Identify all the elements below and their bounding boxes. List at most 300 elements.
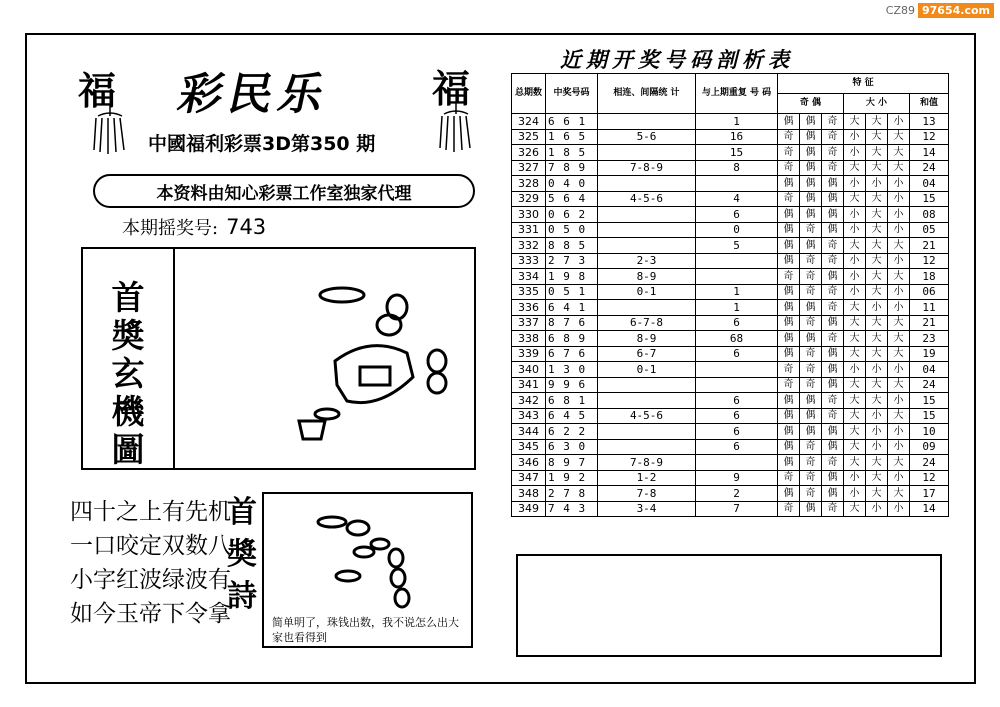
table-row	[512, 300, 949, 316]
cell-big-small: 小	[866, 439, 888, 455]
cell-sum: 12	[910, 470, 949, 486]
cell-issue: 347	[512, 470, 546, 486]
cell-sum: 06	[910, 284, 949, 300]
cell-big-small: 大	[844, 393, 866, 409]
cell-consecutive: 3-4	[598, 501, 696, 517]
cell-odd-even: 奇	[822, 393, 844, 409]
brand-title: 彩民乐	[173, 69, 335, 120]
cell-big-small: 小	[844, 253, 866, 269]
poem-panel	[262, 492, 473, 648]
cell-sum: 23	[910, 331, 949, 347]
cell-big-small: 大	[888, 160, 910, 176]
table-row	[512, 501, 949, 517]
table-row	[512, 176, 949, 192]
cell-repeat: 15	[696, 145, 778, 161]
table-row	[512, 377, 949, 393]
cell-odd-even: 偶	[800, 424, 822, 440]
table-row	[512, 207, 949, 223]
cell-consecutive	[598, 207, 696, 223]
poem-line: 小字红波绿波有	[70, 567, 231, 593]
cell-repeat: 8	[696, 160, 778, 176]
cell-number: 8 9 7	[546, 455, 598, 471]
cell-consecutive	[598, 114, 696, 130]
col-consecutive: 相连、间隔统 计	[598, 74, 696, 114]
cell-issue: 325	[512, 129, 546, 145]
tassel-left-icon	[88, 104, 132, 154]
cell-big-small: 大	[844, 424, 866, 440]
cell-odd-even: 奇	[822, 408, 844, 424]
cell-odd-even: 偶	[778, 207, 800, 223]
cell-odd-even: 奇	[778, 377, 800, 393]
cell-sum: 08	[910, 207, 949, 223]
cell-big-small: 大	[844, 331, 866, 347]
draw-label: 本期摇奖号:	[122, 218, 219, 239]
poem-line: 一口咬定双数八	[70, 533, 231, 559]
cell-big-small: 小	[844, 284, 866, 300]
cell-sum: 24	[910, 377, 949, 393]
table-row	[512, 269, 949, 285]
cell-issue: 336	[512, 300, 546, 316]
cell-big-small: 大	[888, 145, 910, 161]
table-row	[512, 129, 949, 145]
cell-odd-even: 偶	[778, 331, 800, 347]
cell-repeat: 1	[696, 300, 778, 316]
cell-big-small: 小	[844, 362, 866, 378]
cell-big-small: 小	[866, 501, 888, 517]
cell-issue: 326	[512, 145, 546, 161]
cell-issue: 342	[512, 393, 546, 409]
cell-number: 9 9 6	[546, 377, 598, 393]
cell-odd-even: 奇	[800, 439, 822, 455]
cell-consecutive: 0-1	[598, 362, 696, 378]
cell-big-small: 大	[866, 284, 888, 300]
table-row	[512, 331, 949, 347]
cell-number: 1 8 5	[546, 145, 598, 161]
cell-big-small: 大	[866, 222, 888, 238]
cell-consecutive	[598, 176, 696, 192]
cell-number: 5 6 4	[546, 191, 598, 207]
cell-big-small: 小	[866, 408, 888, 424]
cell-odd-even: 偶	[778, 408, 800, 424]
cell-issue: 339	[512, 346, 546, 362]
cell-issue: 331	[512, 222, 546, 238]
poem-title-char: 詩	[227, 579, 257, 614]
cell-sum: 17	[910, 486, 949, 502]
cell-odd-even: 偶	[778, 284, 800, 300]
cell-sum: 21	[910, 238, 949, 254]
cell-odd-even: 奇	[822, 129, 844, 145]
cell-big-small: 小	[888, 470, 910, 486]
cell-odd-even: 奇	[778, 470, 800, 486]
cell-consecutive: 4-5-6	[598, 191, 696, 207]
table-row	[512, 362, 949, 378]
cell-odd-even: 偶	[778, 253, 800, 269]
cell-odd-even: 奇	[800, 315, 822, 331]
table-row	[512, 160, 949, 176]
cell-big-small: 小	[888, 284, 910, 300]
cell-big-small: 大	[844, 346, 866, 362]
cell-sum: 12	[910, 253, 949, 269]
cell-repeat: 5	[696, 238, 778, 254]
cell-number: 8 7 6	[546, 315, 598, 331]
cell-issue: 341	[512, 377, 546, 393]
cell-odd-even: 奇	[800, 269, 822, 285]
cell-big-small: 小	[888, 191, 910, 207]
cell-number: 0 6 2	[546, 207, 598, 223]
cell-big-small: 大	[888, 486, 910, 502]
cell-big-small: 大	[866, 315, 888, 331]
cell-issue: 333	[512, 253, 546, 269]
cell-big-small: 小	[888, 253, 910, 269]
cell-number: 2 7 3	[546, 253, 598, 269]
cell-sum: 14	[910, 145, 949, 161]
cell-odd-even: 奇	[778, 362, 800, 378]
cell-sum: 04	[910, 176, 949, 192]
cell-repeat: 6	[696, 207, 778, 223]
cell-big-small: 大	[888, 238, 910, 254]
table-row	[512, 145, 949, 161]
cell-odd-even: 奇	[822, 145, 844, 161]
cell-big-small: 大	[866, 393, 888, 409]
cell-repeat: 6	[696, 393, 778, 409]
cell-repeat: 6	[696, 408, 778, 424]
cell-repeat	[696, 377, 778, 393]
cell-odd-even: 偶	[800, 501, 822, 517]
cell-odd-even: 奇	[778, 129, 800, 145]
cell-consecutive: 7-8-9	[598, 160, 696, 176]
cell-consecutive	[598, 393, 696, 409]
table-row	[512, 191, 949, 207]
cell-odd-even: 偶	[778, 238, 800, 254]
cell-odd-even: 偶	[822, 424, 844, 440]
cell-issue: 330	[512, 207, 546, 223]
cell-repeat: 6	[696, 439, 778, 455]
cell-big-small: 大	[866, 191, 888, 207]
cell-odd-even: 偶	[778, 346, 800, 362]
cell-number: 8 8 5	[546, 238, 598, 254]
draw-number-line	[122, 214, 266, 240]
cell-odd-even: 奇	[800, 222, 822, 238]
cell-big-small: 大	[844, 501, 866, 517]
cell-sum: 10	[910, 424, 949, 440]
cell-odd-even: 偶	[822, 439, 844, 455]
cell-sum: 15	[910, 408, 949, 424]
table-row	[512, 253, 949, 269]
cell-number: 0 4 0	[546, 176, 598, 192]
riddle-title-char: 圖	[111, 430, 145, 469]
cell-big-small: 大	[866, 114, 888, 130]
col-features: 特 征	[778, 74, 949, 94]
cell-big-small: 小	[866, 424, 888, 440]
table-row	[512, 315, 949, 331]
cell-odd-even: 奇	[800, 284, 822, 300]
col-issue: 总期数	[512, 74, 546, 114]
cell-odd-even: 偶	[800, 238, 822, 254]
cell-big-small: 小	[844, 470, 866, 486]
riddle-title	[83, 279, 173, 469]
publisher-text: 本资料由知心彩票工作室独家代理	[156, 183, 412, 204]
cell-big-small: 大	[866, 331, 888, 347]
cell-odd-even: 奇	[800, 253, 822, 269]
cell-big-small: 小	[888, 176, 910, 192]
cell-repeat: 0	[696, 222, 778, 238]
cell-odd-even: 偶	[800, 145, 822, 161]
issue-label: 中國福利彩票3D第350 期	[148, 133, 376, 155]
cell-issue: 329	[512, 191, 546, 207]
cell-repeat: 7	[696, 501, 778, 517]
cell-odd-even: 奇	[800, 377, 822, 393]
cell-consecutive	[598, 222, 696, 238]
cell-odd-even: 偶	[822, 486, 844, 502]
cell-number: 6 3 0	[546, 439, 598, 455]
cell-odd-even: 奇	[822, 284, 844, 300]
cell-odd-even: 奇	[800, 486, 822, 502]
cell-sum: 19	[910, 346, 949, 362]
cell-odd-even: 偶	[822, 362, 844, 378]
cell-big-small: 大	[866, 145, 888, 161]
cell-big-small: 大	[866, 207, 888, 223]
cell-repeat: 68	[696, 331, 778, 347]
cell-number: 7 4 3	[546, 501, 598, 517]
cell-consecutive: 5-6	[598, 129, 696, 145]
cell-odd-even: 偶	[778, 424, 800, 440]
cell-odd-even: 奇	[778, 191, 800, 207]
cell-repeat: 1	[696, 284, 778, 300]
cell-odd-even: 偶	[778, 300, 800, 316]
cell-sum: 14	[910, 501, 949, 517]
cell-odd-even: 偶	[778, 486, 800, 502]
cell-sum: 15	[910, 393, 949, 409]
publisher-banner	[93, 174, 475, 208]
cell-big-small: 小	[888, 300, 910, 316]
cell-issue: 338	[512, 331, 546, 347]
cell-big-small: 大	[888, 455, 910, 471]
cell-consecutive	[598, 439, 696, 455]
table-row	[512, 238, 949, 254]
cell-sum: 15	[910, 191, 949, 207]
cell-sum: 12	[910, 129, 949, 145]
cell-odd-even: 偶	[800, 114, 822, 130]
cell-odd-even: 偶	[822, 176, 844, 192]
cell-repeat	[696, 253, 778, 269]
cell-odd-even: 偶	[778, 393, 800, 409]
cell-big-small: 小	[888, 501, 910, 517]
cell-odd-even: 奇	[778, 501, 800, 517]
cell-odd-even: 偶	[800, 129, 822, 145]
cell-big-small: 大	[844, 191, 866, 207]
cell-number: 0 5 1	[546, 284, 598, 300]
cell-issue: 349	[512, 501, 546, 517]
cell-big-small: 大	[866, 160, 888, 176]
cell-odd-even: 偶	[822, 470, 844, 486]
cell-big-small: 小	[888, 207, 910, 223]
cell-big-small: 小	[844, 269, 866, 285]
cell-consecutive: 8-9	[598, 331, 696, 347]
cell-odd-even: 奇	[822, 253, 844, 269]
cell-sum: 13	[910, 114, 949, 130]
col-number: 中奖号码	[546, 74, 598, 114]
cell-odd-even: 偶	[778, 315, 800, 331]
cell-repeat: 1	[696, 114, 778, 130]
cell-big-small: 小	[844, 176, 866, 192]
cell-big-small: 大	[844, 315, 866, 331]
cell-issue: 328	[512, 176, 546, 192]
cell-big-small: 小	[888, 393, 910, 409]
cell-big-small: 大	[888, 269, 910, 285]
cell-number: 7 8 9	[546, 160, 598, 176]
cell-odd-even: 奇	[800, 346, 822, 362]
cell-issue: 340	[512, 362, 546, 378]
cell-number: 1 9 2	[546, 470, 598, 486]
cell-number: 1 6 5	[546, 129, 598, 145]
cell-big-small: 小	[888, 439, 910, 455]
cell-odd-even: 偶	[822, 377, 844, 393]
cell-sum: 04	[910, 362, 949, 378]
cell-odd-even: 奇	[800, 470, 822, 486]
cell-big-small: 大	[866, 455, 888, 471]
poem-title-char: 奬	[227, 537, 257, 572]
cell-issue: 346	[512, 455, 546, 471]
cell-odd-even: 偶	[778, 114, 800, 130]
cell-consecutive: 6-7-8	[598, 315, 696, 331]
riddle-title-char: 奬	[111, 316, 145, 355]
cell-big-small: 小	[888, 114, 910, 130]
cell-odd-even: 奇	[778, 269, 800, 285]
cell-issue: 345	[512, 439, 546, 455]
cell-big-small: 大	[844, 408, 866, 424]
cell-big-small: 大	[866, 238, 888, 254]
blank-notes-box	[516, 554, 942, 657]
cell-big-small: 大	[866, 253, 888, 269]
cell-consecutive	[598, 424, 696, 440]
cell-big-small: 大	[888, 129, 910, 145]
cell-sum: 09	[910, 439, 949, 455]
riddle-title-char: 機	[111, 392, 145, 431]
cell-odd-even: 偶	[822, 191, 844, 207]
cell-big-small: 大	[888, 315, 910, 331]
cell-big-small: 大	[866, 346, 888, 362]
riddle-drawing	[175, 249, 474, 468]
cell-issue: 343	[512, 408, 546, 424]
poem-title-char: 首	[227, 495, 257, 530]
table-body	[512, 114, 949, 517]
cell-odd-even: 偶	[800, 393, 822, 409]
cell-consecutive: 0-1	[598, 284, 696, 300]
cell-repeat: 9	[696, 470, 778, 486]
cell-big-small: 大	[844, 455, 866, 471]
cell-odd-even: 奇	[822, 114, 844, 130]
cell-number: 1 3 0	[546, 362, 598, 378]
cell-big-small: 大	[844, 160, 866, 176]
cell-consecutive	[598, 238, 696, 254]
table-title: 近期开奖号码剖析表	[560, 47, 794, 72]
cell-repeat: 6	[696, 346, 778, 362]
poem-line: 四十之上有先机	[70, 499, 231, 525]
cell-big-small: 小	[888, 222, 910, 238]
cell-big-small: 小	[866, 300, 888, 316]
cell-repeat	[696, 176, 778, 192]
cell-odd-even: 奇	[778, 145, 800, 161]
col-odd-even: 奇 偶	[778, 94, 844, 114]
poem-title	[222, 492, 262, 618]
table-row	[512, 408, 949, 424]
cell-issue: 344	[512, 424, 546, 440]
cell-big-small: 大	[844, 377, 866, 393]
cell-number: 6 7 6	[546, 346, 598, 362]
site-watermark[interactable]	[886, 4, 994, 17]
cell-odd-even: 偶	[822, 222, 844, 238]
riddle-title-char: 玄	[111, 354, 145, 393]
cell-big-small: 小	[844, 486, 866, 502]
cell-number: 2 7 8	[546, 486, 598, 502]
cell-odd-even: 偶	[800, 207, 822, 223]
cell-issue: 324	[512, 114, 546, 130]
cell-issue: 335	[512, 284, 546, 300]
cell-consecutive	[598, 145, 696, 161]
poem-note: 简单明了，珠钱出数，我不说怎么出大家也看得到	[272, 616, 459, 643]
cell-big-small: 大	[844, 439, 866, 455]
cell-consecutive: 4-5-6	[598, 408, 696, 424]
table-row	[512, 424, 949, 440]
cell-consecutive: 7-8	[598, 486, 696, 502]
cell-big-small: 小	[866, 362, 888, 378]
watermark-site[interactable]: 97654.com	[918, 3, 994, 18]
cell-odd-even: 偶	[778, 222, 800, 238]
cell-big-small: 大	[866, 470, 888, 486]
cell-odd-even: 偶	[800, 160, 822, 176]
cell-big-small: 大	[844, 114, 866, 130]
cell-repeat: 6	[696, 315, 778, 331]
cell-sum: 11	[910, 300, 949, 316]
cell-odd-even: 奇	[800, 362, 822, 378]
cell-consecutive	[598, 377, 696, 393]
tassel-right-icon	[434, 102, 478, 152]
cell-number: 6 4 5	[546, 408, 598, 424]
table-row	[512, 470, 949, 486]
cell-repeat: 4	[696, 191, 778, 207]
cell-issue: 327	[512, 160, 546, 176]
table-row	[512, 346, 949, 362]
poem-drawing	[264, 494, 471, 614]
cell-big-small: 大	[866, 377, 888, 393]
cell-number: 6 4 1	[546, 300, 598, 316]
cell-consecutive: 7-8-9	[598, 455, 696, 471]
cell-odd-even: 奇	[778, 160, 800, 176]
cell-odd-even: 偶	[822, 346, 844, 362]
fu-left: 福	[78, 68, 117, 113]
table-row	[512, 284, 949, 300]
cell-big-small: 大	[866, 269, 888, 285]
cell-odd-even: 奇	[800, 455, 822, 471]
cell-consecutive: 2-3	[598, 253, 696, 269]
cell-repeat	[696, 455, 778, 471]
cell-odd-even: 偶	[822, 207, 844, 223]
draw-number: 743	[226, 215, 267, 239]
cell-odd-even: 偶	[800, 408, 822, 424]
cell-issue: 334	[512, 269, 546, 285]
col-sum: 和值	[910, 94, 949, 114]
watermark-prefix: CZ89	[885, 4, 915, 17]
cell-repeat: 16	[696, 129, 778, 145]
cell-odd-even: 偶	[800, 331, 822, 347]
cell-odd-even: 偶	[800, 300, 822, 316]
cell-number: 6 8 9	[546, 331, 598, 347]
table-row	[512, 439, 949, 455]
cell-big-small: 小	[888, 362, 910, 378]
cell-sum: 24	[910, 160, 949, 176]
cell-big-small: 大	[866, 486, 888, 502]
cell-sum: 21	[910, 315, 949, 331]
